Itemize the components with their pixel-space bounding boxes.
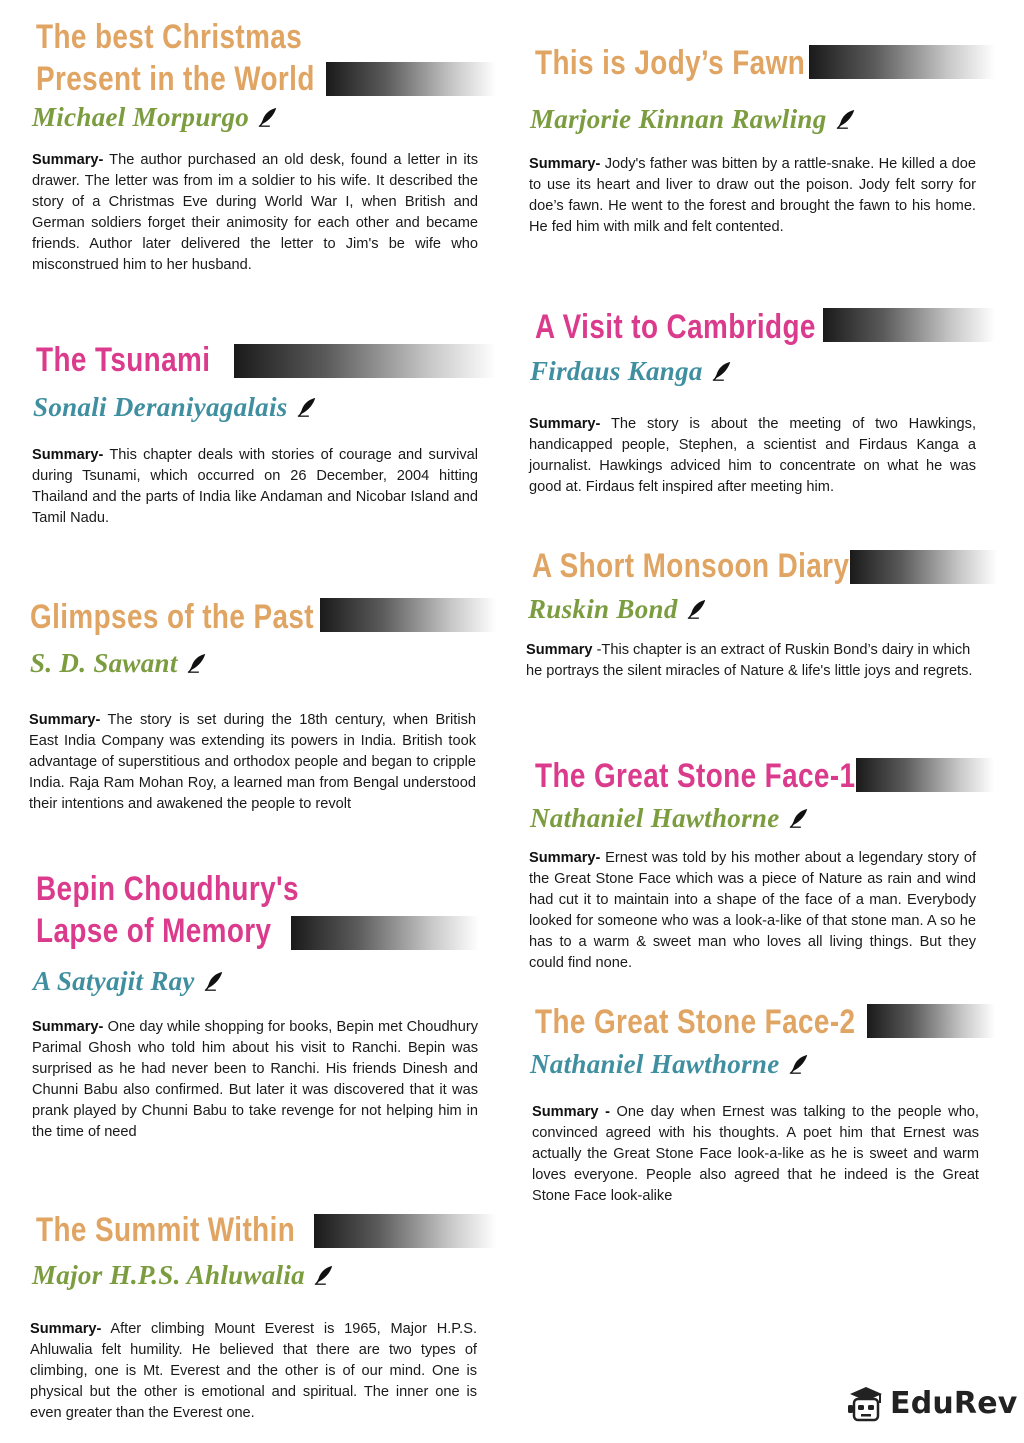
title-gradient-bar: [867, 1004, 995, 1038]
quill-icon: [835, 108, 857, 130]
quill-icon: [788, 807, 810, 829]
title-gradient-bar: [314, 1214, 496, 1248]
title-gradient-bar: [850, 550, 997, 584]
chapter-summary: Summary -This chapter is an extract of Ruskin Bond’s dairy in which he portrays the silent miracles of Nature & life's little joys and regrets.: [526, 642, 973, 679]
title-gradient-bar: [856, 758, 994, 792]
title-gradient-bar: [809, 45, 995, 79]
author-name: S. D. Sawant: [30, 648, 208, 679]
chapter-summary: Summary- This chapter deals with stories of courage and survival during Tsunami, which occurred on 26 December, 2004 hitting Thailand and the parts of India like Andaman and Nicobar Island and Tamil Nadu.: [32, 447, 478, 526]
title-gradient-bar: [234, 344, 496, 378]
chapter-summary: Summary- The story is set during the 18th century, when British East India Company was extending its powers in India. British took advantage of superstitious and orthodox people and began to cripple India. Raja Ram Mohan Roy, a learned man from Bengal understood their intentions and awakened the people to revolt: [29, 712, 476, 812]
author-name: Ruskin Bond: [528, 594, 708, 625]
title-gradient-bar: [823, 308, 995, 342]
author-name: Nathaniel Hawthorne: [530, 803, 810, 834]
chapter-title: The Great Stone Face-2: [535, 1003, 856, 1041]
author-name: Nathaniel Hawthorne: [530, 1049, 810, 1080]
edurev-logo: [846, 1383, 1018, 1423]
quill-icon: [296, 396, 318, 418]
chapter-title: The Great Stone Face-1: [535, 757, 856, 795]
chapter-title: The Summit Within: [36, 1211, 296, 1249]
author-name: Marjorie Kinnan Rawling: [530, 104, 857, 135]
chapter-summary: Summary - One day when Ernest was talking to the people who, convinced agreed with his thoughts. A poet him that Ernest was actually the Great Stone Face look-a-like as he is sweet and warm loves everyone. People also agreed that he indeed is the Great Stone Face look-alike: [532, 1104, 979, 1204]
quill-icon: [788, 1053, 810, 1075]
chapter-title: A Short Monsoon Diary: [532, 547, 850, 585]
author-name: Michael Morpurgo: [32, 102, 279, 133]
logo-text: EduRev: [890, 1385, 1018, 1421]
chapter-summary: Summary- The story is about the meeting of two Hawkings, handicapped people, Stephen, a scientist and Firdaus Kanga a journalist. Hawkings adviced him to concentrate on what he was good at. Firdaus felt inspired after meeting him.: [529, 416, 976, 495]
title-gradient-bar: [320, 598, 496, 632]
chapter-summary: Summary- Ernest was told by his mother about a legendary story of the Great Stone Face which was a piece of Nature as rain and wind had cut it to maintain into a shape of the face of a man. Everybody looked for someone who was a look-a-like of that stone man. A so he has to a warm & sweet man who loves all living things. But they could find none.: [529, 850, 976, 971]
title-gradient-bar: [326, 62, 496, 96]
quill-icon: [711, 360, 733, 382]
quill-icon: [257, 106, 279, 128]
quill-icon: [313, 1264, 335, 1286]
chapter-summary: Summary- Jody's father was bitten by a rattle-snake. He killed a doe to use its heart and liver to draw out the poison. Jody felt sorry for doe’s fawn. He went to the forest and brought the fawn to his home. He fed him with milk and felt contented.: [529, 156, 976, 235]
chapter-summary: Summary- After climbing Mount Everest is 1965, Major H.P.S. Ahluwalia felt humility. He believed that there are two types of climbing, one is Mt. Everest and the other is of our mind. One is physical but the other is emotional and spiritual. The inner one is even greater than the Everest one.: [30, 1321, 477, 1421]
chapter-summary: Summary- One day while shopping for books, Bepin met Choudhury Parimal Ghosh who told him about his visit to Ranchi. Bepin was surprised as he had never been to Ranchi. His friends Dinesh and Chunni Babu also confirmed. But later it was discovered that it was prank played by Chunni Babu to take revenge for not helping him in the time of need: [32, 1019, 478, 1140]
chapter-title: Glimpses of the Past: [30, 598, 314, 636]
author-name: Sonali Deraniyagalais: [33, 392, 318, 423]
author-name: A Satyajit Ray: [33, 966, 225, 997]
chapter-title: The Tsunami: [36, 341, 211, 379]
author-name: Firdaus Kanga: [530, 356, 733, 387]
quill-icon: [686, 598, 708, 620]
chapter-title: The best Christmas Present in the World: [36, 18, 315, 98]
chapter-summary: Summary- The author purchased an old desk, found a letter in its drawer. The letter was from im a soldier to his wife. It described the story of a Christmas Eve during World War I, when British and German soldiers forget their animosity for each other and became friends. Author later delivered the letter to Jim's be wife who misconstrued him to her husband.: [32, 152, 478, 273]
quill-icon: [203, 970, 225, 992]
chapter-title: This is Jody’s Fawn: [535, 44, 806, 82]
quill-icon: [186, 652, 208, 674]
graduate-cap-icon: [846, 1383, 886, 1423]
chapter-title: Bepin Choudhury's Lapse of Memory: [36, 870, 299, 950]
chapter-title: A Visit to Cambridge: [535, 308, 816, 346]
author-name: Major H.P.S. Ahluwalia: [32, 1260, 335, 1291]
title-gradient-bar: [291, 916, 479, 950]
